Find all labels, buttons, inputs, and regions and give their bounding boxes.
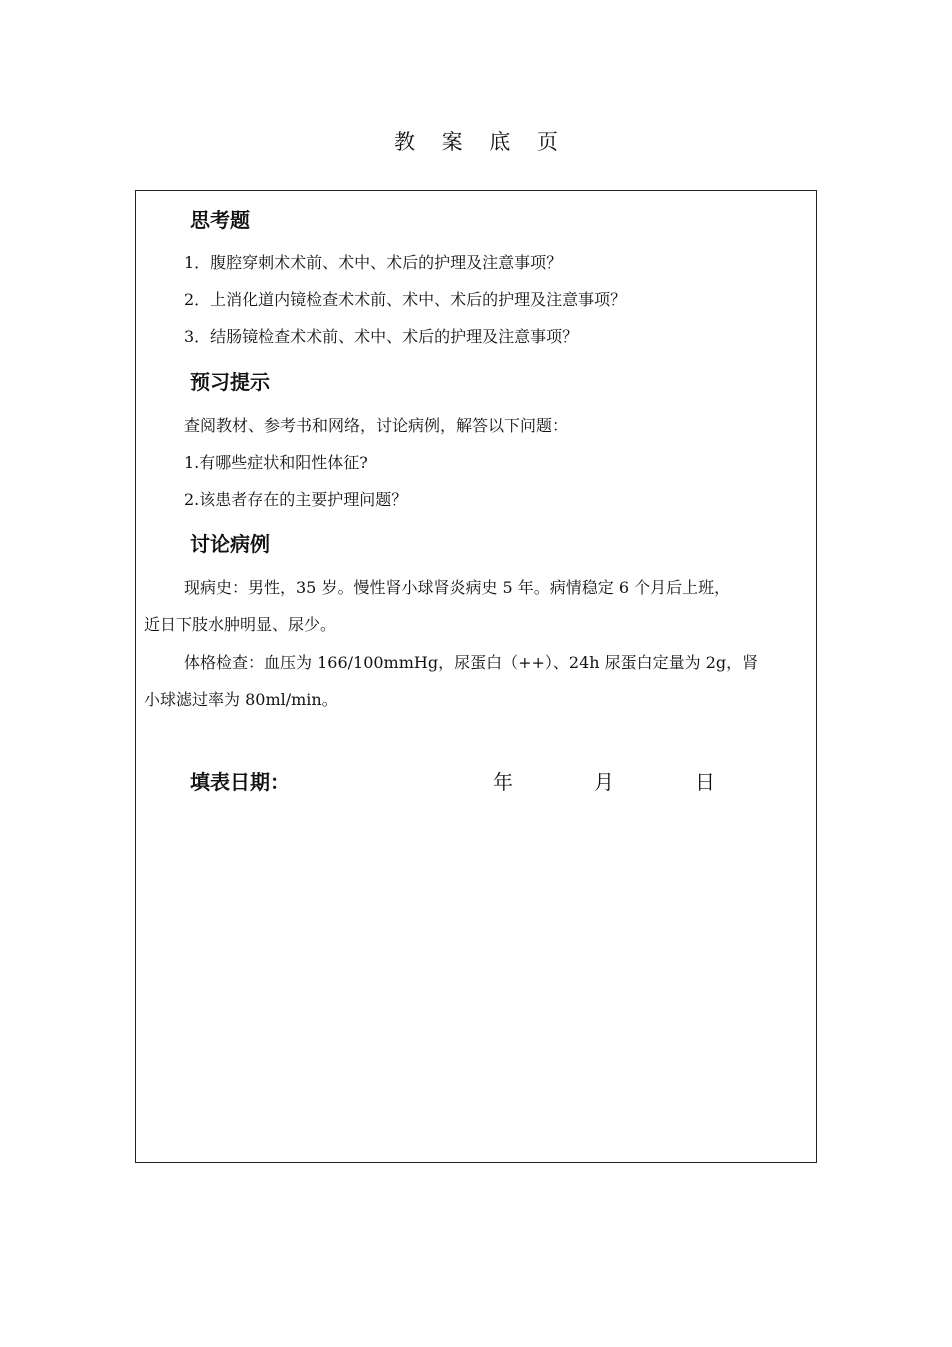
thinking-question-2: 2．上消化道内镜检查术术前、术中、术后的护理及注意事项？ [184, 290, 627, 309]
case-exam-line-2: 小球滤过率为 80ml/min。 [144, 690, 338, 709]
preview-item-2: 2.该患者存在的主要护理问题？ [184, 490, 408, 509]
preview-item-1: 1.有哪些症状和阳性体征? [184, 453, 368, 472]
thinking-question-1: 1．腹腔穿刺术术前、术中、术后的护理及注意事项？ [184, 253, 563, 272]
case-history-line-1: 现病史：男性，35 岁。慢性肾小球肾炎病史 5 年。病情稳定 6 个月后上班， [184, 578, 731, 597]
case-heading: 讨论病例 [190, 532, 270, 556]
case-exam-line-1: 体格检查：血压为 166/100mmHg，尿蛋白（++）、24h 尿蛋白定量为 2g，肾 [184, 653, 759, 672]
case-history-line-2: 近日下肢水肿明显、尿少。 [144, 615, 337, 634]
thinking-heading: 思考题 [190, 208, 250, 232]
lesson-plan-box [135, 190, 817, 1163]
fill-date-year: 年 [493, 770, 513, 794]
preview-heading: 预习提示 [190, 370, 270, 394]
preview-intro: 查阅教材、参考书和网络，讨论病例，解答以下问题： [184, 416, 569, 435]
fill-date-month: 月 [594, 770, 614, 794]
fill-date-day: 日 [695, 770, 715, 794]
fill-date-label: 填表日期： [190, 770, 290, 794]
thinking-question-3: 3．结肠镜检查术术前、术中、术后的护理及注意事项？ [184, 327, 579, 346]
page-title: 教 案 底 页 [393, 130, 569, 154]
